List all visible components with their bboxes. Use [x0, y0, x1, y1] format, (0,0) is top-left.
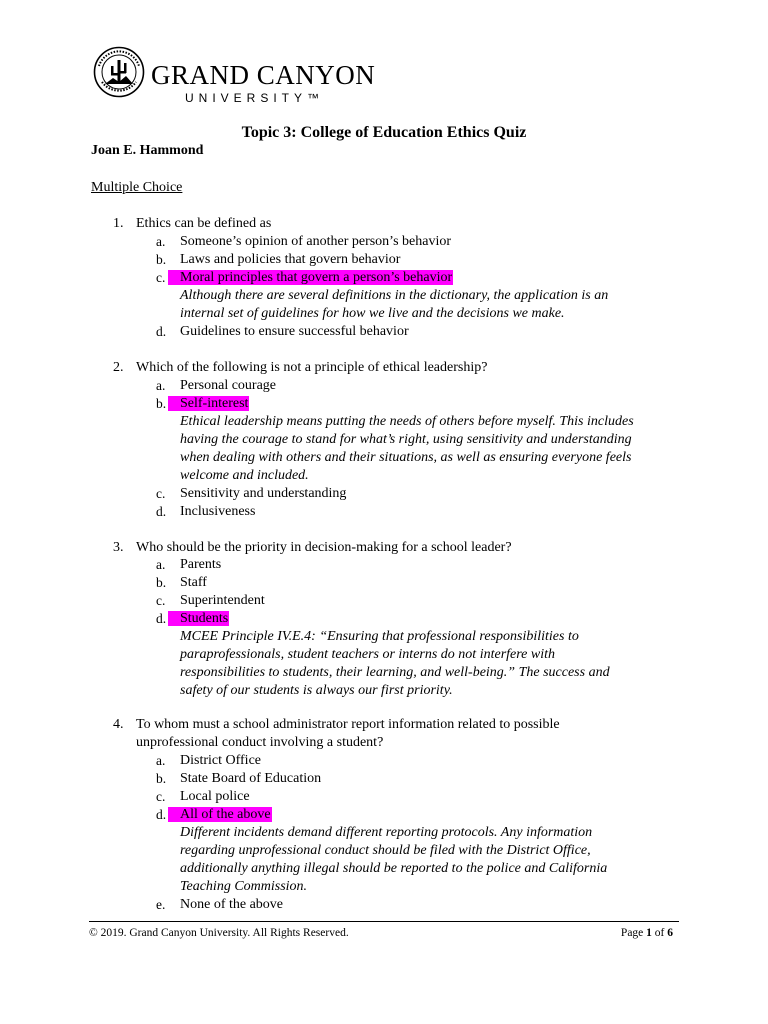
- option-letter: d.: [156, 324, 167, 339]
- selected-option-text: Moral principles that govern a person’s behavior: [168, 270, 453, 285]
- option-letter: c.: [156, 270, 166, 285]
- option-letter: c.: [156, 789, 166, 804]
- author-name: Joan E. Hammond: [91, 143, 204, 158]
- option-text: Laws and policies that govern behavior: [180, 252, 401, 267]
- selected-option-text: All of the above: [168, 807, 272, 822]
- option-text: District Office: [180, 753, 261, 768]
- question-text: Which of the following is not a principle of ethical leadership?: [136, 360, 488, 375]
- option-letter: a.: [156, 557, 166, 572]
- question-number: 1.: [113, 216, 124, 231]
- option-letter: d.: [156, 611, 167, 626]
- selected-option: [180, 395, 249, 412]
- question-text: Who should be the priority in decision-making for a school leader?: [136, 540, 512, 555]
- option-text: Someone’s opinion of another person’s behavior: [180, 234, 452, 249]
- option-text: None of the above: [180, 897, 284, 912]
- explanation-line: Different incidents demand different reporting protocols. Any information: [180, 825, 593, 840]
- option-letter: c.: [156, 486, 166, 501]
- selected-option: [180, 269, 453, 286]
- option-text: Guidelines to ensure successful behavior: [180, 324, 409, 339]
- option-text: Sensitivity and understanding: [180, 486, 347, 501]
- option-text: Parents: [180, 557, 222, 572]
- explanation-line: Although there are several definitions in the dictionary, the application is an: [180, 288, 609, 303]
- question-text: To whom must a school administrator report information related to possible: [136, 717, 560, 732]
- document-title: Topic 3: College of Education Ethics Quiz: [241, 124, 527, 141]
- explanation-line: Ethical leadership means putting the needs of others before myself. This includes: [180, 414, 634, 429]
- page-indicator: [621, 926, 673, 940]
- page-label: Page: [620, 927, 644, 939]
- option-letter: d.: [156, 807, 167, 822]
- option-text: Superintendent: [180, 593, 265, 608]
- option-text: State Board of Education: [180, 771, 322, 786]
- explanation-line: MCEE Principle IV.E.4: “Ensuring that professional responsibilities to: [180, 629, 579, 644]
- section-heading: Multiple Choice: [91, 180, 183, 195]
- explanation-line: having the courage to stand for what’s right, using sensitivity and understanding: [180, 432, 632, 447]
- explanation-line: regarding unprofessional conduct should be filed with the District Office,: [180, 843, 591, 858]
- option-letter: b.: [156, 252, 167, 267]
- question-text: Ethics can be defined as: [136, 216, 272, 231]
- selected-option-text: Self-interest: [168, 396, 249, 411]
- explanation-line: responsibilities to students, their learning, and well-being.” The success and: [180, 665, 610, 680]
- option-text: Local police: [180, 789, 250, 804]
- question-number: 3.: [113, 540, 124, 555]
- option-letter: a.: [156, 378, 166, 393]
- option-text: Staff: [180, 575, 207, 590]
- explanation-line: internal set of guidelines for how we live and the decisions we make.: [180, 306, 565, 321]
- university-seal-icon: [93, 46, 145, 98]
- page-current: 1: [646, 927, 652, 939]
- explanation-line: paraprofessionals, student teachers or interns do not interfere with: [180, 647, 556, 662]
- explanation-line: Teaching Commission.: [180, 879, 308, 894]
- option-letter: b.: [156, 771, 167, 786]
- selected-option-text: Students: [168, 611, 229, 626]
- university-logo: [93, 46, 376, 108]
- selected-option: [180, 610, 229, 627]
- explanation-line: safety of our students is always our first priority.: [180, 683, 453, 698]
- explanation-line: welcome and included.: [180, 468, 309, 483]
- option-letter: a.: [156, 753, 166, 768]
- option-letter: c.: [156, 593, 166, 608]
- question-number: 2.: [113, 360, 124, 375]
- option-text: Personal courage: [180, 378, 277, 393]
- option-letter: b.: [156, 396, 167, 411]
- footer-divider: [89, 921, 679, 922]
- option-letter: d.: [156, 504, 167, 519]
- explanation-line: additionally anything illegal should be reported to the police and California: [180, 861, 608, 876]
- logo-title: GRAND CANYON: [151, 60, 376, 90]
- selected-option: [180, 806, 272, 823]
- option-letter: b.: [156, 575, 167, 590]
- option-letter: e.: [156, 897, 166, 912]
- page-total: 6: [667, 927, 673, 939]
- explanation-line: when dealing with others and their situations, as well as ensuring everyone feels: [180, 450, 632, 465]
- question-number: 4.: [113, 717, 124, 732]
- option-text: Inclusiveness: [180, 504, 256, 519]
- question-text: unprofessional conduct involving a student?: [136, 735, 384, 750]
- page-of-label: of: [654, 927, 665, 939]
- option-letter: a.: [156, 234, 166, 249]
- footer-copyright: © 2019. Grand Canyon University. All Rights Reserved.: [89, 927, 349, 939]
- logo-subtitle: UNIVERSITY™: [185, 91, 325, 105]
